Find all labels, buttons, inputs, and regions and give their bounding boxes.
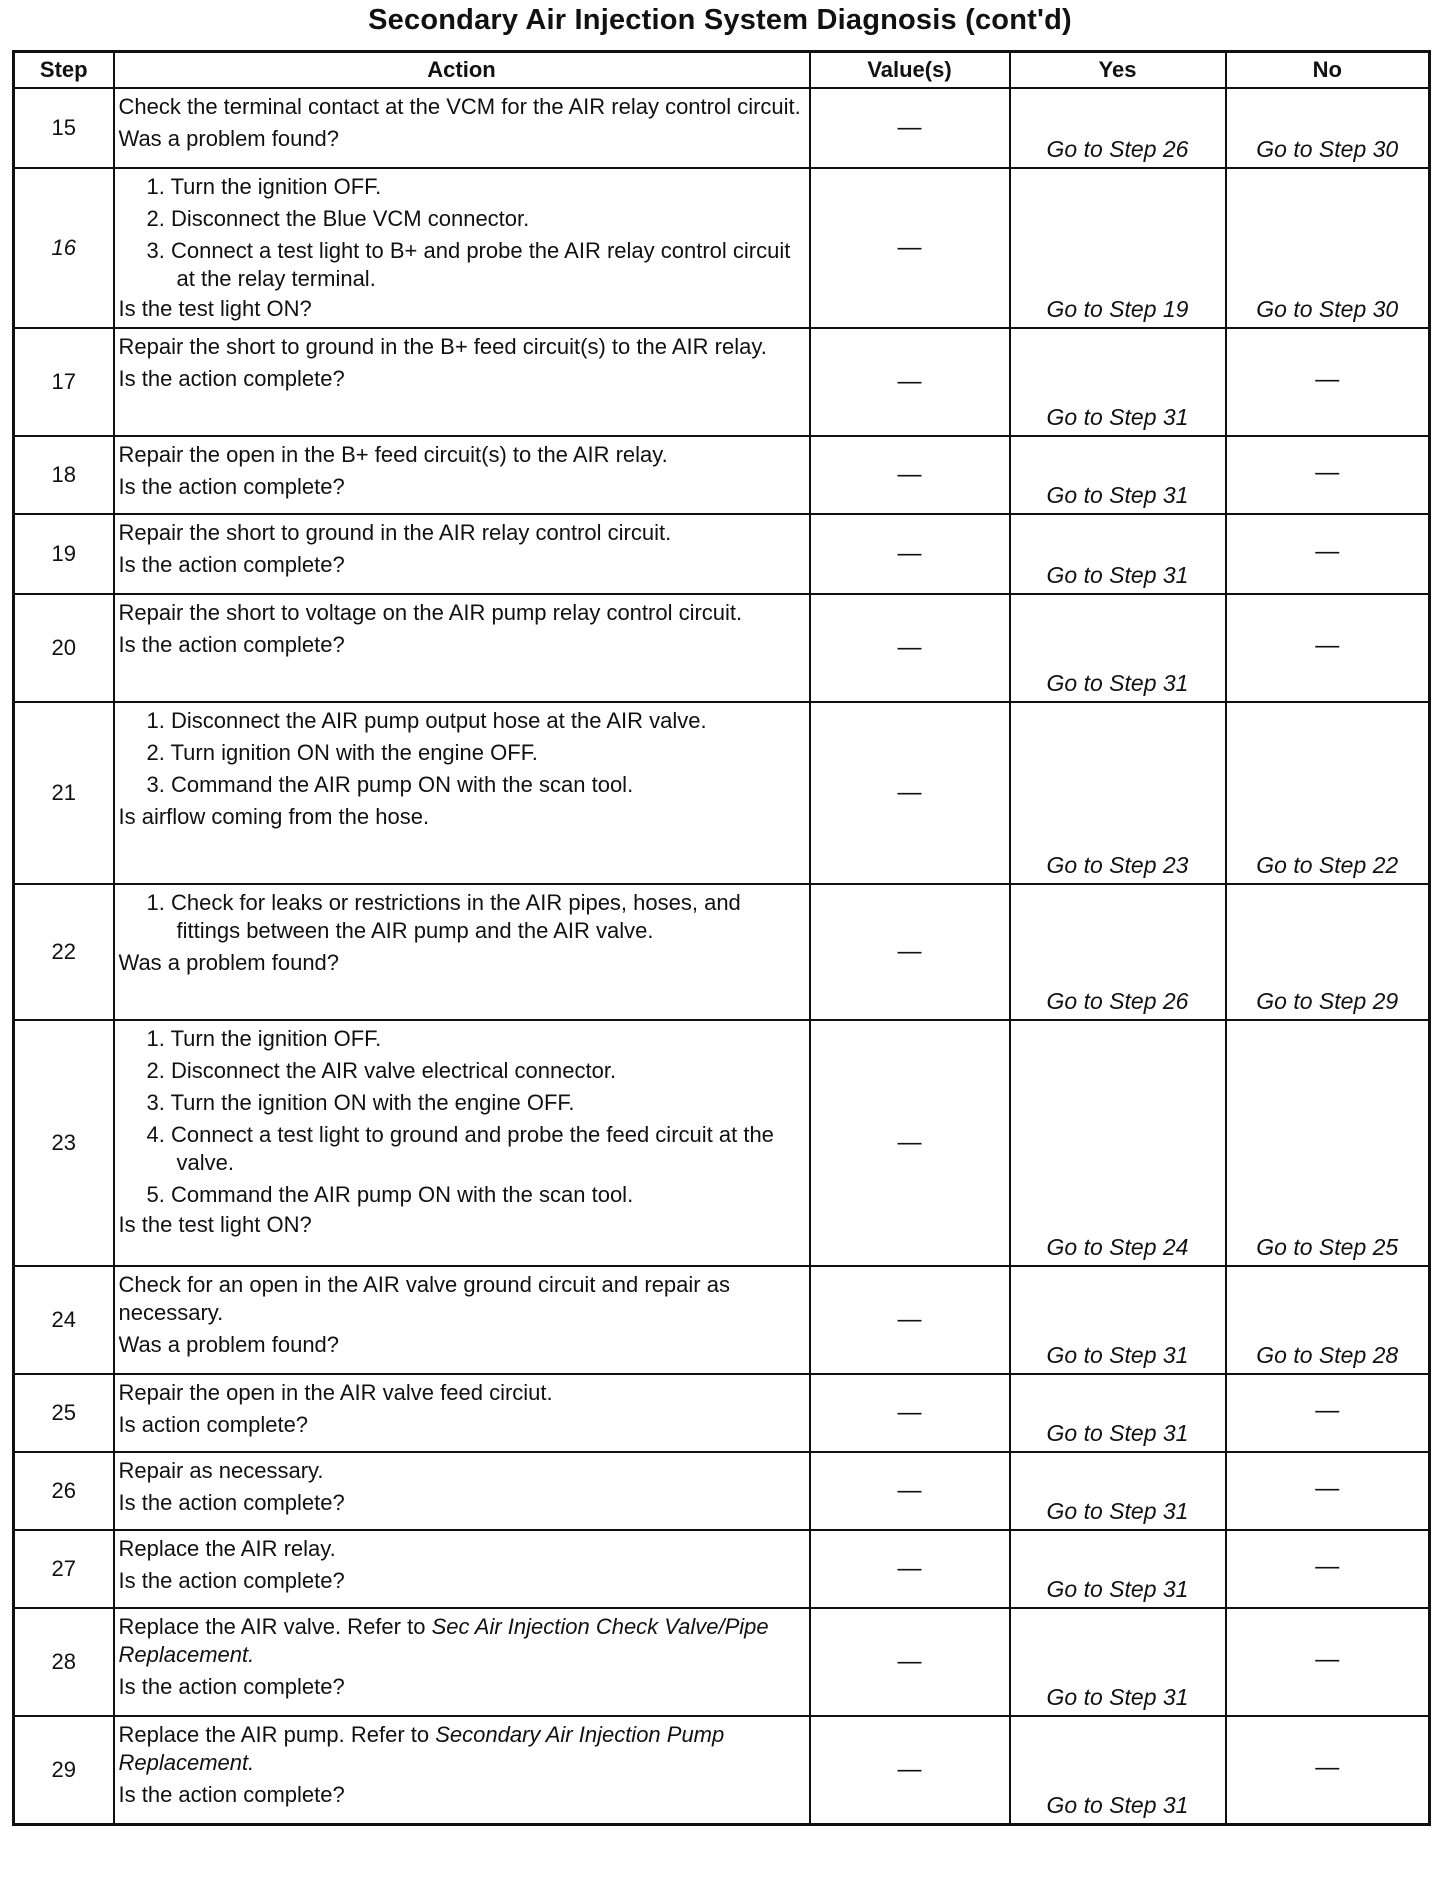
action-question: Is the action complete? [118, 552, 345, 577]
action-text: Check for an open in the AIR valve ground circuit and repair as necessary. [118, 1272, 730, 1325]
table-row [14, 594, 1430, 702]
action-cell [114, 168, 810, 328]
value-cell: — [810, 1530, 1010, 1608]
step-number: 19 [14, 514, 114, 594]
table-header-row [14, 52, 1430, 89]
action-item: 3. Connect a test light to B+ and probe the AIR relay control circuit at the relay terminal. [146, 238, 791, 291]
step-number: 17 [14, 328, 114, 436]
step-number: 20 [14, 594, 114, 702]
table-row [14, 1530, 1430, 1608]
action-question: Is airflow coming from the hose. [118, 804, 430, 829]
no-cell: — [1226, 514, 1430, 594]
yes-cell: Go to Step 31 [1010, 1452, 1226, 1530]
action-question: Is the action complete? [118, 1490, 345, 1515]
yes-cell: Go to Step 31 [1010, 1530, 1226, 1608]
no-cell: — [1226, 1716, 1430, 1824]
step-number: 21 [14, 702, 114, 884]
action-question: Was a problem found? [118, 1332, 340, 1357]
action-item: 1. Check for leaks or restrictions in the AIR pipes, hoses, and fittings between the AIR pump and the AIR valve. [146, 890, 741, 943]
step-number: 23 [14, 1020, 114, 1266]
action-item: 1. Disconnect the AIR pump output hose at the AIR valve. [146, 708, 707, 733]
action-item: 1. Turn the ignition OFF. [146, 174, 382, 199]
action-item: 3. Command the AIR pump ON with the scan tool. [146, 772, 634, 797]
action-question: Is the test light ON? [118, 296, 312, 321]
yes-cell: Go to Step 19 [1010, 168, 1226, 328]
action-text: Repair the short to ground in the AIR relay control circuit. [118, 520, 672, 545]
yes-cell: Go to Step 31 [1010, 436, 1226, 514]
yes-cell: Go to Step 26 [1010, 88, 1226, 168]
step-number: 26 [14, 1452, 114, 1530]
table-row [14, 1374, 1430, 1452]
action-cell [114, 88, 810, 168]
action-cell [114, 884, 810, 1020]
action-text: Repair as necessary. [118, 1458, 324, 1483]
diagnosis-table [12, 50, 1431, 1826]
action-question: Is the action complete? [118, 632, 345, 657]
value-cell: — [810, 884, 1010, 1020]
yes-cell: Go to Step 26 [1010, 884, 1226, 1020]
no-cell: — [1226, 1374, 1430, 1452]
no-cell: Go to Step 30 [1226, 168, 1430, 328]
value-cell: — [810, 1452, 1010, 1530]
action-item: 2. Disconnect the AIR valve electrical connector. [146, 1058, 617, 1083]
yes-cell: Go to Step 23 [1010, 702, 1226, 884]
action-cell [114, 702, 810, 884]
table-row [14, 1716, 1430, 1824]
table-row [14, 328, 1430, 436]
no-cell: Go to Step 29 [1226, 884, 1430, 1020]
no-cell: — [1226, 1608, 1430, 1716]
yes-cell: Go to Step 31 [1010, 328, 1226, 436]
step-number: 27 [14, 1530, 114, 1608]
step-number: 29 [14, 1716, 114, 1824]
page-title: Secondary Air Injection System Diagnosis (cont'd) [368, 4, 1072, 36]
action-cell [114, 1452, 810, 1530]
step-number: 24 [14, 1266, 114, 1374]
table-row [14, 884, 1430, 1020]
step-number: 28 [14, 1608, 114, 1716]
no-cell: Go to Step 22 [1226, 702, 1430, 884]
table-row [14, 1266, 1430, 1374]
table-row [14, 168, 1430, 328]
no-cell: Go to Step 25 [1226, 1020, 1430, 1266]
header-yes: Yes [1010, 52, 1226, 89]
header-action: Action [114, 52, 810, 89]
action-cell [114, 1374, 810, 1452]
action-question: Is action complete? [118, 1412, 309, 1437]
action-cell [114, 514, 810, 594]
action-cell [114, 1020, 810, 1266]
table-row [14, 1608, 1430, 1716]
yes-cell: Go to Step 31 [1010, 1608, 1226, 1716]
action-question: Is the action complete? [118, 1782, 345, 1807]
no-cell: Go to Step 28 [1226, 1266, 1430, 1374]
action-item: 2. Turn ignition ON with the engine OFF. [146, 740, 538, 765]
value-cell: — [810, 702, 1010, 884]
action-question: Is the test light ON? [118, 1212, 312, 1237]
yes-cell: Go to Step 31 [1010, 514, 1226, 594]
value-cell: — [810, 1374, 1010, 1452]
value-cell: — [810, 514, 1010, 594]
value-cell: — [810, 1020, 1010, 1266]
table-row [14, 436, 1430, 514]
value-cell: — [810, 436, 1010, 514]
action-cell [114, 1716, 810, 1824]
table-row [14, 1020, 1430, 1266]
no-cell: — [1226, 328, 1430, 436]
yes-cell: Go to Step 31 [1010, 1374, 1226, 1452]
yes-cell: Go to Step 31 [1010, 594, 1226, 702]
step-number: 25 [14, 1374, 114, 1452]
action-text: Repair the open in the B+ feed circuit(s) to the AIR relay. [118, 442, 668, 467]
no-cell: — [1226, 1530, 1430, 1608]
action-text: Replace the AIR valve. Refer to [118, 1614, 426, 1639]
yes-cell: Go to Step 24 [1010, 1020, 1226, 1266]
action-cell [114, 328, 810, 436]
value-cell: — [810, 1716, 1010, 1824]
action-text: Check the terminal contact at the VCM for the AIR relay control circuit. [118, 94, 801, 119]
action-text: Repair the short to ground in the B+ feed circuit(s) to the AIR relay. [118, 334, 767, 359]
action-text: Replace the AIR relay. [118, 1536, 336, 1561]
reference-link: Sec Air Injection Check Valve/Pipe Replacement. [118, 1614, 769, 1667]
no-cell: — [1226, 1452, 1430, 1530]
action-item: 5. Command the AIR pump ON with the scan tool. [146, 1182, 634, 1207]
action-item: 4. Connect a test light to ground and probe the feed circuit at the valve. [146, 1122, 774, 1175]
header-no: No [1226, 52, 1430, 89]
value-cell: — [810, 1608, 1010, 1716]
value-cell: — [810, 328, 1010, 436]
reference-link: Secondary Air Injection Pump Replacement. [118, 1722, 725, 1775]
action-question: Was a problem found? [118, 126, 340, 151]
table-row [14, 514, 1430, 594]
header-values: Value(s) [810, 52, 1010, 89]
action-question: Is the action complete? [118, 474, 345, 499]
action-text: Replace the AIR pump. Refer to [118, 1722, 430, 1747]
action-text: Repair the open in the AIR valve feed circiut. [118, 1380, 553, 1405]
value-cell: — [810, 88, 1010, 168]
action-cell [114, 1608, 810, 1716]
table-row [14, 1452, 1430, 1530]
value-cell: — [810, 168, 1010, 328]
action-question: Was a problem found? [118, 950, 340, 975]
step-number: 18 [14, 436, 114, 514]
action-item: 2. Disconnect the Blue VCM connector. [146, 206, 530, 231]
action-item: 1. Turn the ignition OFF. [146, 1026, 382, 1051]
table-row [14, 702, 1430, 884]
step-number: 15 [14, 88, 114, 168]
value-cell: — [810, 1266, 1010, 1374]
step-number: 22 [14, 884, 114, 1020]
action-cell [114, 1266, 810, 1374]
value-cell: — [810, 594, 1010, 702]
no-cell: — [1226, 594, 1430, 702]
action-question: Is the action complete? [118, 366, 345, 391]
table-row [14, 88, 1430, 168]
yes-cell: Go to Step 31 [1010, 1716, 1226, 1824]
action-cell [114, 594, 810, 702]
action-cell [114, 1530, 810, 1608]
action-item: 3. Turn the ignition ON with the engine OFF. [146, 1090, 575, 1115]
action-question: Is the action complete? [118, 1568, 345, 1593]
no-cell: — [1226, 436, 1430, 514]
step-number: 16 [14, 168, 114, 328]
action-cell [114, 436, 810, 514]
action-text: Repair the short to voltage on the AIR pump relay control circuit. [118, 600, 743, 625]
yes-cell: Go to Step 31 [1010, 1266, 1226, 1374]
action-question: Is the action complete? [118, 1674, 345, 1699]
header-step: Step [14, 52, 114, 89]
no-cell: Go to Step 30 [1226, 88, 1430, 168]
